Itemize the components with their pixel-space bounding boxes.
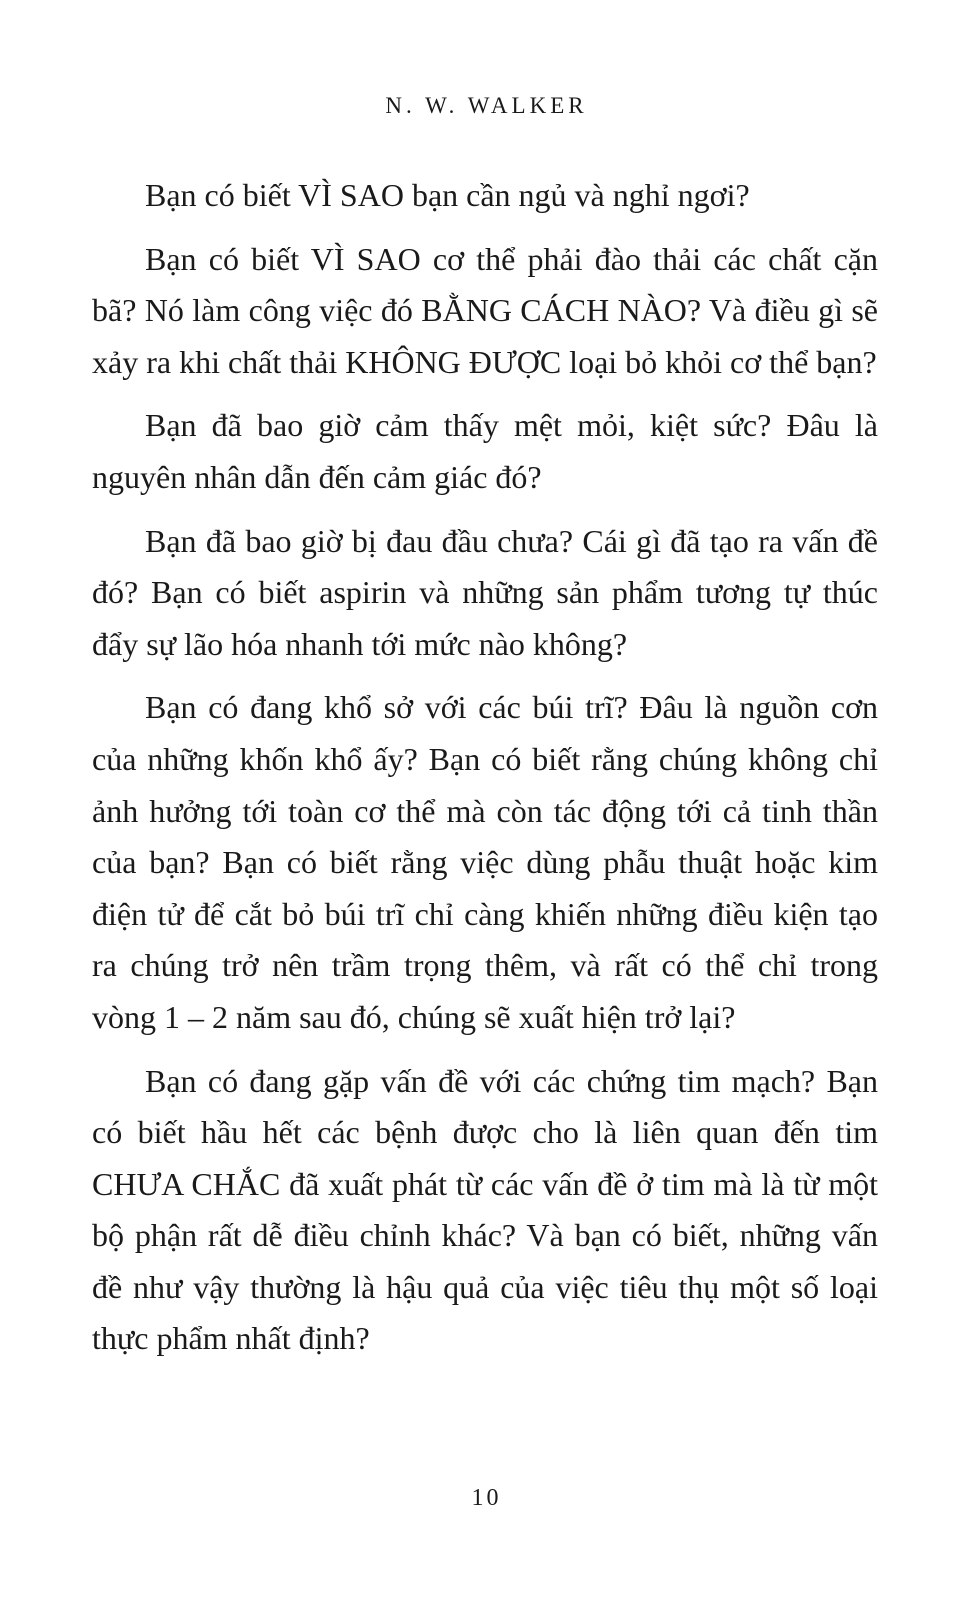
running-header-author: N. W. WALKER — [385, 93, 588, 118]
paragraph-sleep: Bạn có biết VÌ SAO bạn cần ngủ và nghỉ ngơi? — [145, 177, 750, 213]
paragraph-headache: Bạn đã bao giờ bị đau đầu chưa? Cái gì đã tạo ra vấn đề đó? Bạn có biết aspirin và những sản phẩm tương tự thúc đẩy sự lão hóa nhanh tới mức nào không? — [92, 522, 878, 662]
paragraph-heart: Bạn có đang gặp vấn đề với các chứng tim mạch? Bạn có biết hầu hết các bệnh được cho là liên quan đến tim CHƯA CHẮC đã xuất phát từ các vấn đề ở tim mà là từ một bộ phận rất dễ điều chỉnh khác? Và bạn có biết, những vấn đề như vậy thường là hậu quả của việc tiêu thụ một số loại thực phẩm nhất định? — [92, 1062, 878, 1357]
paragraph-hemorrhoids: Bạn có đang khổ sở với các búi trĩ? Đâu là nguồn cơn của những khốn khổ ấy? Bạn có biết rằng chúng không chỉ ảnh hưởng tới toàn cơ thể mà còn tác động tới cả tinh thần của bạn? Bạn có biết rằng việc dùng phẫu thuật hoặc kim điện tử để cắt bỏ búi trĩ chỉ càng khiến những điều kiện tạo ra chúng trở nên trầm trọng thêm, và rất có thể chỉ trong vòng 1 – 2 năm sau đó, chúng sẽ xuất hiện trở lại? — [92, 689, 878, 1035]
body-text — [92, 170, 878, 1377]
page-number: 10 — [471, 1485, 502, 1511]
paragraph-fatigue: Bạn đã bao giờ cảm thấy mệt mỏi, kiệt sức? Đâu là nguyên nhân dẫn đến cảm giác đó? — [92, 407, 878, 495]
paragraph-waste: Bạn có biết VÌ SAO cơ thể phải đào thải các chất cặn bã? Nó làm công việc đó BẰNG CÁCH NÀO? Và điều gì sẽ xảy ra khi chất thải KHÔNG ĐƯỢC loại bỏ khỏi cơ thể bạn? — [92, 240, 878, 380]
